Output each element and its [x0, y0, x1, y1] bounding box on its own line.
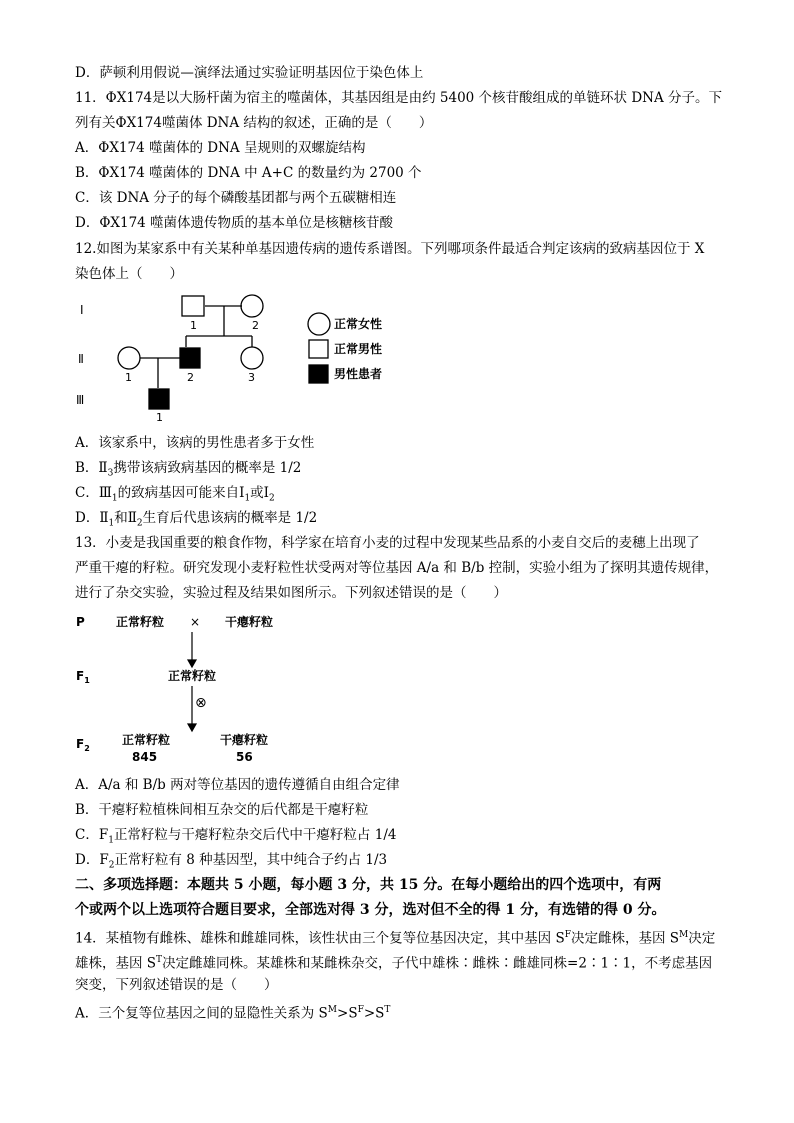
legend-patient-label: 男性患者 — [334, 367, 383, 381]
cross-f2-normal-count: 845 — [132, 750, 158, 764]
q12-option-c: C．$Ⅲ_1$的致病基因可能来自$Ⅰ_1$或$Ⅰ_2$ — [75, 485, 275, 504]
pedigree-iii1-affected-male — [149, 389, 169, 409]
pedigree-num-iii1: 1 — [156, 411, 163, 424]
q12-option-b: B．$Ⅱ_3$携带该病致病基因的概率是 1/2 — [75, 460, 302, 479]
svg-text:F1: $F_1$ — [76, 669, 90, 685]
pedigree-ii3-normal-female — [241, 347, 263, 369]
q11-option-a: A．ΦX174 噬菌体的 DNA 呈规则的双螺旋结构 — [75, 140, 366, 156]
q11-stem-line1: 11．ΦX174是以大肠杆菌为宿主的噬菌体，其基因组是由约 5400 个核苷酸组成的单链环状 DNA 分子。下 — [75, 90, 723, 106]
pedigree-i1-normal-male — [182, 296, 204, 316]
generation-label-iii: Ⅲ — [76, 393, 85, 407]
arrow-f1-to-f2 — [188, 724, 196, 731]
q13-option-d: D．$F_2$正常籽粒有 8 种基因型，其中纯合子约占 1/3 — [75, 852, 388, 871]
q13-option-b: B．干瘪籽粒植株间相互杂交的后代都是干瘪籽粒 — [75, 802, 369, 818]
q13-option-c: C．$F_1$正常籽粒与干瘪籽粒杂交后代中干瘪籽粒占 1/4 — [75, 827, 397, 846]
q14-stem-line3: 突变，下列叙述错误的是（ ） — [75, 977, 278, 993]
q12-stem-line1: 12.如图为某家系中有关某种单基因遗传病的遗传系谱图。下列哪项条件最适合判定该病的致病基因位于 X — [75, 241, 705, 257]
q14-stem-line1: 14．某植物有雌株、雄株和雌雄同株，该性状由三个复等位基因决定，其中基因 $S^F$决定雌株，基因 $S^M$决定 — [75, 930, 716, 947]
pedigree-diagram — [70, 290, 400, 425]
cross-label-f1: F — [76, 669, 85, 683]
q10-option-d: D．萨顿利用假说—演绎法通过实验证明基因位于染色体上 — [75, 65, 424, 81]
legend-female-symbol — [308, 313, 330, 335]
cross-f2-shrunken: 干瘪籽粒 — [220, 733, 269, 747]
pedigree-ii1-normal-female — [118, 347, 140, 369]
q13-stem-line1: 13．小麦是我国重要的粮食作物，科学家在培育小麦的过程中发现某些品系的小麦自交后的麦穗上出现了 — [75, 535, 700, 551]
pedigree-num-i2: 2 — [252, 319, 259, 332]
q14-option-a: A．三个复等位基因之间的显隐性关系为 $S^M>S^F>S^T$ — [75, 1005, 391, 1022]
legend-male-label: 正常男性 — [334, 342, 383, 356]
q11-option-c: C．该 DNA 分子的每个磷酸基团都与两个五碳糖相连 — [75, 190, 397, 206]
section2-heading-line1: 二、多项选择题：本题共 5 小题，每小题 3 分，共 15 分。在每小题给出的四个选项中，有两 — [75, 877, 662, 893]
q12-option-d: D．$Ⅱ_1$和$Ⅱ_2$生育后代患该病的概率是 1/2 — [75, 510, 318, 529]
legend-patient-symbol — [309, 365, 328, 383]
pedigree-num-i1: 1 — [190, 319, 197, 332]
q13-stem-line2: 严重干瘪的籽粒。研究发现小麦籽粒性状受两对等位基因 A/a 和 B/b 控制，实验小组为了探明其遗传规律， — [75, 560, 719, 576]
q11-option-d: D．ΦX174 噬菌体遗传物质的基本单位是核糖核苷酸 — [75, 215, 394, 231]
q12-option-a: A．该家系中，该病的男性患者多于女性 — [75, 435, 315, 451]
self-cross-sign: ⊗ — [195, 695, 207, 711]
q13-option-a: A．A/a 和 B/b 两对等位基因的遗传遵循自由组合定律 — [75, 777, 400, 793]
cross-diagram — [70, 608, 300, 768]
legend-female-label: 正常女性 — [334, 317, 383, 331]
pedigree-ii2-affected-male — [180, 348, 200, 368]
q12-stem-line2: 染色体上（ ） — [75, 266, 183, 282]
cross-label-p: P — [76, 615, 85, 629]
q11-stem-line2: 列有关ΦX174噬菌体 DNA 结构的叙述，正确的是（ ） — [75, 115, 433, 131]
section2-heading-line2: 个或两个以上选项符合题目要求，全部选对得 3 分，选对但不全的得 1 分，有选错的得 0 分。 — [75, 902, 666, 918]
q13-stem-line3: 进行了杂交实验，实验过程及结果如图所示。下列叙述错误的是（ ） — [75, 585, 507, 601]
cross-label-f2: F — [76, 737, 85, 751]
cross-f2-shrunken-count: 56 — [236, 750, 253, 764]
pedigree-num-ii1: 1 — [125, 371, 132, 384]
pedigree-num-ii2: 2 — [187, 371, 194, 384]
pedigree-i2-normal-female — [241, 295, 263, 317]
cross-f2-normal: 正常籽粒 — [122, 733, 171, 747]
q14-stem-line2: 雄株，基因 $S^T$决定雌雄同株。某雄株和某雌株杂交，子代中雄株∶雌株∶雌雄同株=2∶1∶1，不考虑基因 — [75, 955, 713, 972]
legend-male-symbol — [309, 340, 328, 358]
generation-label-ii: Ⅱ — [78, 352, 84, 366]
cross-p-shrunken: 干瘪籽粒 — [225, 615, 274, 629]
arrow-p-to-f1 — [188, 660, 196, 667]
cross-sign: × — [190, 615, 201, 629]
generation-label-i: Ⅰ — [80, 303, 84, 317]
pedigree-num-ii3: 3 — [248, 371, 255, 384]
svg-text:F2: $F_2$ — [76, 737, 90, 753]
cross-p-normal: 正常籽粒 — [116, 615, 165, 629]
cross-f1-normal: 正常籽粒 — [168, 669, 217, 683]
q11-option-b: B．ΦX174 噬菌体的 DNA 中 A+C 的数量约为 2700 个 — [75, 165, 422, 181]
